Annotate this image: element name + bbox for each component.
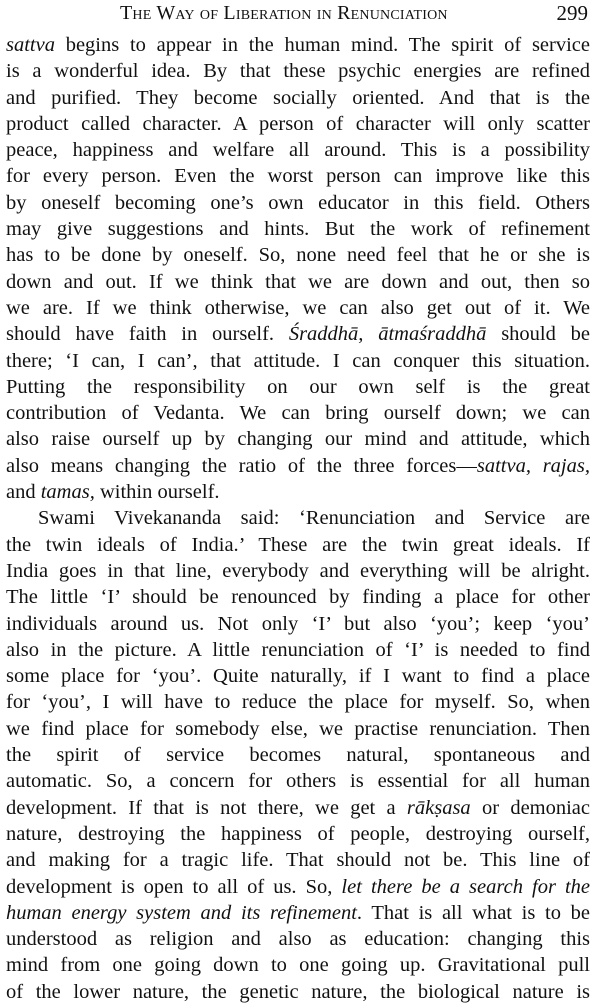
page-number: 299 xyxy=(556,1,588,25)
text-line xyxy=(6,426,590,452)
text-line xyxy=(6,269,590,295)
text-segment: or demoniac xyxy=(470,796,591,819)
text-segment: development. If that is not there, we get a xyxy=(6,796,407,819)
running-title: The Way of Liberation in Renunciation xyxy=(120,2,448,24)
text-line xyxy=(6,400,590,426)
text-line xyxy=(6,795,590,821)
text-segment: should be xyxy=(486,323,590,346)
text-segment: begins to appear in the human mind. The spirit of service xyxy=(54,34,590,56)
text-line xyxy=(6,584,590,610)
text-line xyxy=(6,295,590,321)
text-line xyxy=(6,900,590,926)
text-segment: automatic. So, a concern for others is essential for all human xyxy=(6,770,590,793)
text-line xyxy=(6,768,590,794)
italic-text: tamas, xyxy=(40,481,95,504)
text-segment: for ‘you’, I will have to reduce the place for myself. So, when xyxy=(6,691,590,714)
text-line xyxy=(6,163,590,189)
italic-text: Śraddhā, ātmaśraddhā xyxy=(288,323,487,346)
text-line xyxy=(6,479,590,505)
text-segment: some place for ‘you’. Quite naturally, if I want to find a place xyxy=(6,665,590,688)
text-segment: peace, happiness and welfare all around. This is a possibility xyxy=(6,139,590,162)
text-line xyxy=(6,716,590,742)
text-segment: development is open to all of us. So, xyxy=(6,875,342,898)
text-line xyxy=(6,242,590,268)
text-segment: also raise ourself up by changing our mind and attitude, which xyxy=(6,428,590,451)
text-line xyxy=(6,952,590,978)
text-line xyxy=(6,111,590,137)
text-segment: may give suggestions and hints. But the work of refinement xyxy=(6,218,590,241)
text-segment: down and out. If we think that we are down and out, then so xyxy=(6,270,590,293)
italic-text: rākṣasa xyxy=(406,796,471,819)
text-segment: and making for a tragic life. That should not be. This line of xyxy=(6,849,590,872)
text-segment: also means changing the ratio of the three forces— xyxy=(6,454,477,477)
text-segment: individuals around us. Not only ‘I’ but also ‘you’; keep ‘you’ xyxy=(6,612,590,635)
text-line xyxy=(6,190,590,216)
text-line xyxy=(6,85,590,111)
text-line xyxy=(6,532,590,558)
text-segment: India goes in that line, everybody and everything will be alright. xyxy=(6,559,590,582)
text-segment: the twin ideals of India.’ These are the twin great ideals. If xyxy=(6,533,590,556)
text-segment: mind from one going down to one going up. Gravitational pull xyxy=(6,954,590,977)
text-segment: and purified. They become socially oriented. And that is the xyxy=(6,86,590,109)
italic-text: sattva, rajas, xyxy=(476,454,590,477)
running-head xyxy=(6,0,594,30)
text-segment: and xyxy=(6,481,41,504)
text-segment: within ourself. xyxy=(94,481,220,504)
text-segment: is a wonderful idea. By that these psychic energies are refined xyxy=(6,60,590,83)
text-segment: for every person. Even the worst person can improve like this xyxy=(6,165,590,188)
italic-text: sattva xyxy=(6,34,55,56)
text-segment: has to be done by oneself. So, none need feel that he or she is xyxy=(6,244,590,267)
text-line xyxy=(6,611,590,637)
text-line xyxy=(6,689,590,715)
text-segment: there; ‘I can, I can’, that attitude. I can conquer this situation. xyxy=(6,349,590,372)
italic-text: let there be a search for the xyxy=(341,875,591,898)
text-segment: product called character. A person of character will only scatter xyxy=(6,112,590,135)
text-line xyxy=(6,821,590,847)
text-line xyxy=(6,505,590,531)
text-line xyxy=(6,58,590,84)
text-line xyxy=(6,321,590,347)
text-line xyxy=(6,453,590,479)
text-segment: understood as religion and also as education: changing this xyxy=(6,928,590,951)
text-segment: Swami Vivekananda said: ‘Renunciation and Service are xyxy=(38,507,590,530)
text-line xyxy=(6,663,590,689)
text-segment: by oneself becoming one’s own educator in this field. Others xyxy=(6,191,590,214)
text-line xyxy=(6,137,590,163)
italic-text: human energy system and its refinement xyxy=(6,901,357,924)
text-line xyxy=(6,348,590,374)
text-line xyxy=(6,847,590,873)
text-line xyxy=(6,926,590,952)
text-segment: contribution of Vedanta. We can bring ourself down; we can xyxy=(6,402,590,425)
text-segment: the spirit of service becomes natural, spontaneous and xyxy=(6,744,590,767)
text-line xyxy=(6,558,590,584)
text-line xyxy=(6,979,590,1005)
text-line xyxy=(6,374,590,400)
text-segment: we find place for somebody else, we practise renunciation. Then xyxy=(6,717,590,740)
text-segment: also in the picture. A little renunciation of ‘I’ is needed to find xyxy=(6,638,590,661)
text-segment: should have faith in ourself. xyxy=(6,323,289,346)
text-line xyxy=(6,32,590,58)
body-text xyxy=(6,32,590,1005)
text-segment: Putting the responsibility on our own self is the great xyxy=(6,375,590,398)
text-segment: of the lower nature, the genetic nature, the biological nature is xyxy=(6,980,590,1003)
text-segment: The little ‘I’ should be renounced by finding a place for other xyxy=(6,586,590,609)
text-segment: we are. If we think otherwise, we can also get out of it. We xyxy=(6,296,590,319)
text-line xyxy=(6,216,590,242)
paragraph xyxy=(6,32,590,505)
text-line xyxy=(6,742,590,768)
text-segment: nature, destroying the happiness of people, destroying ourself, xyxy=(6,822,590,845)
paragraph xyxy=(6,505,590,1005)
text-line xyxy=(6,637,590,663)
text-segment: . That is all what is to be xyxy=(356,901,590,924)
text-line xyxy=(6,874,590,900)
